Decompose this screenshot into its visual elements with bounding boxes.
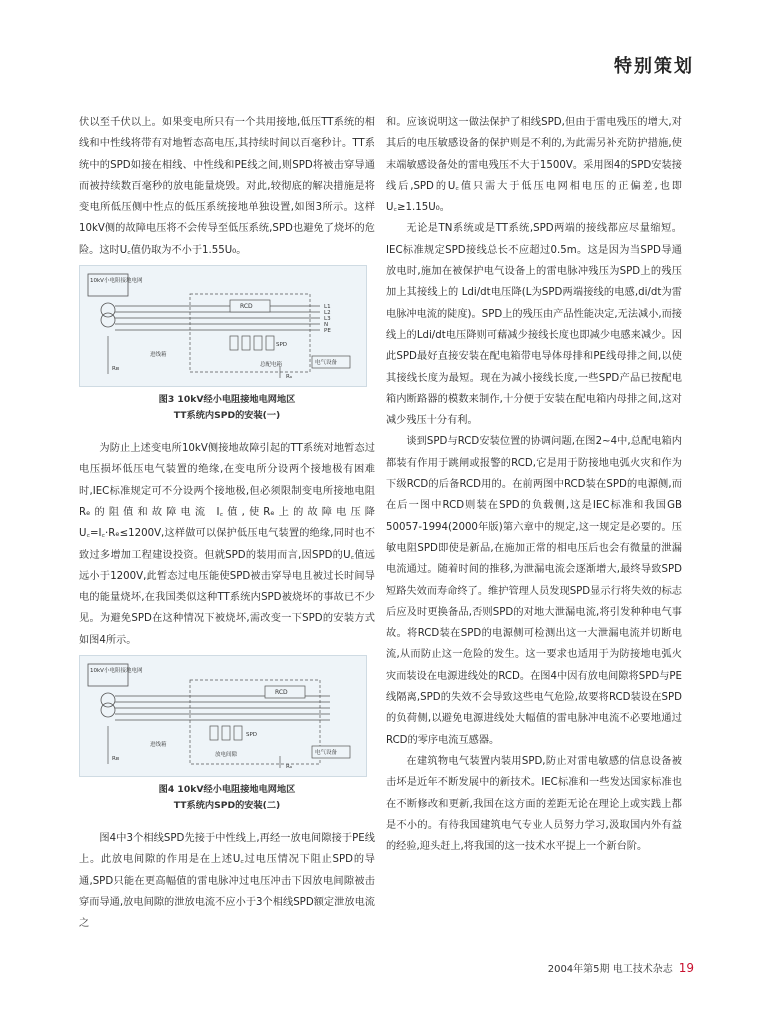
svg-text:进线箱: 进线箱 — [150, 352, 167, 359]
svg-text:Rₐ: Rₐ — [286, 764, 292, 771]
fig3-spd-label: SPD — [276, 342, 288, 349]
svg-text:进线箱: 进线箱 — [150, 742, 167, 749]
paragraph: 无论是TN系统或是TT系统,SPD两端的接线都应尽量缩短。IEC标准规定SPD接线总长不应超过0.5m。这是因为当SPD导通放电时,施加在被保护电气设备上的雷电脉冲残压为SPD上的残压加上其接线上的 Ldi/dt电压降(L为SPD两端接线的电感,di/dt为雷电脉冲电流的陡度)。SPD上的残压由产品性能决定,无法减小,而接线上的Ldi/dt电压降则可藉减少接线长度也即减少电感来减少。因此SPD最好直接安装在配电箱带电导体母排和PE线母排之间,以使其接线长度为最短。现在为减小接线长度,一些SPD产品已按配电箱内断路器的模数来制作,十分便于安装在配电箱内母排之间,这对减少残压十分有利。 — [386, 223, 682, 427]
svg-text:电气设备: 电气设备 — [315, 750, 338, 757]
page-footer — [548, 960, 694, 975]
figure-3-caption: 图3 10kV经小电阻接地电网地区 TT系统内SPD的安装(一) — [158, 394, 296, 422]
figure-3-diagram — [80, 266, 366, 386]
svg-text:L2: L2 — [324, 310, 331, 317]
svg-text:放电间隙: 放电间隙 — [215, 752, 238, 759]
figure-4 — [79, 655, 367, 777]
fig4-transformer-label: 10kV小电阻接地电网 — [90, 668, 143, 675]
page-number: 19 — [678, 961, 694, 975]
paragraph: 图4中3个相线SPD先接于中性线上,再经一放电间隙接于PE线上。此放电间隙的作用是在上述U꜀过电压情况下阻止SPD的导通,SPD只能在更高幅值的雷电脉冲过电压冲击下因放电间隙被击穿而导通,放电间隙的泄放电流不应小于3个相线SPD额定泄放电流之 — [79, 833, 375, 930]
svg-text:N: N — [324, 322, 329, 329]
fig4-spd-label: SPD — [246, 732, 258, 739]
journal-issue: 2004年第5期 电工技术杂志 — [547, 964, 673, 975]
paragraph: 在建筑物电气装置内装用SPD,防止对雷电敏感的信息设备被击坏是近年不断发展中的新技术。IEC标准和一些发达国家标准也在不断修改和更新,我国在这方面的差距无论在理论上或实践上都是不小的。有待我国建筑电气专业人员努力学习,汲取国内外有益的经验,迎头赶上,将我国的这一技术水平提上一个新台阶。 — [386, 755, 682, 853]
figure-3 — [79, 265, 367, 387]
section-title: 特别策划 — [614, 56, 694, 77]
paragraph: 谈到SPD与RCD安装位置的协调问题,在图2~4中,总配电箱内都装有作用于跳闸或报警的RCD,它是用于防接地电弧火灾和作为下级RCD的后备RCD用的。在前两图中RCD装在SPD的电源侧,而在后一图中RCD则装在SPD的负载侧,这是IEC标准和我国GB 50057-1994(2000年版)第六章中的规定,这一规定是必要的。压敏电阻SPD即使是新品,在施加正常的相电压后也会有微量的泄漏电流通过。随着时间的推移,为泄漏电流会逐渐增大,最终导致SPD短路失效而寿命终了。维护管理人员发现SPD显示行将失效的标志后应及时更换备品,否则SPD的对地大泄漏电流,将引发种种电气事故。将RCD装在SPD的电源侧可检测出这一大泄漏电流并切断电流,从而防止这一危险的发生。这一要求也适用于为防接地电弧火灾而装设在电源进线处的RCD。在图4中因有放电间隙将SPD与PE线隔离,SPD的失效不会导致这些电气危险,故要将RCD装设在SPD的负荷侧,以避免电源进线处大幅值的雷电脉冲电流不必要地通过RCD的零序电流互感器。 — [386, 436, 682, 746]
fig3-transformer-label: 10kV小电阻接地电网 — [90, 278, 143, 285]
svg-text:电气设备: 电气设备 — [315, 360, 338, 367]
svg-text:总配电箱: 总配电箱 — [260, 362, 283, 369]
paragraph: 和。应该说明这一做法保护了相线SPD,但由于雷电残压的增大,对其后的电压敏感设备的保护则是不利的,为此需另补充防护措施,使末端敏感设备处的雷电残压不大于1500V。采用图4的SPD安装接线后,SPD的U꜀值只需大于低压电网相电压的正偏差,也即U꜀≥1.15U₀。 — [386, 117, 682, 214]
svg-text:L1: L1 — [324, 304, 331, 311]
fig3-rcd-label: RCD — [240, 303, 253, 311]
paragraph: 为防止上述变电所10kV侧接地故障引起的TT系统对地暂态过电压损坏低压电气装置的绝缘,在变电所分设两个接地极有困难时,IEC标准规定可不分设两个接地极,但必须限制变电所接地电阻Rₑ的阻值和故障电流 I꜀值,使Rₑ上的故障电压降 U꜀=I꜀·Rₑ≤1200V,这样做可以保护低压电气装置的绝缘,同时也不致过多增加工程建设投资。但就SPD的装用而言,因SPD的U꜀值远远小于1200V,此暂态过电压能使SPD被击穿导电且被过长时间导电的能量烧坏,在我国类似这种TT系统内SPD被烧坏的事故已不少见。为避免SPD在这种情况下被烧坏,需改变一下SPD的安装方式如图4所示。 — [79, 443, 375, 646]
right-column — [386, 112, 682, 857]
svg-text:L3: L3 — [324, 316, 331, 323]
figure-4-diagram — [80, 656, 366, 776]
svg-text:Rₐ: Rₐ — [286, 374, 292, 381]
fig4-rcd-label: RCD — [275, 689, 288, 697]
svg-text:PE: PE — [324, 328, 331, 335]
svg-text:Rʙ: Rʙ — [112, 756, 120, 763]
left-column — [79, 112, 375, 935]
paragraph: 伏以至千伏以上。如果变电所只有一个共用接地,低压TT系统的相线和中性线将带有对地暂态高电压,其持续时间以百毫秒计。TT系统中的SPD如接在相线、中性线和PE线之间,则SPD将被击穿导通而被持续数百毫秒的放电能量烧毁。对此,较彻底的解决措施是将变电所低压侧中性点的低压系统接地单独设置,如图3所示。这样10kV侧的故障电压将不会传导至低压系统,SPD也避免了烧坏的危险。这时U꜀值仍取为不小于1.55U₀。 — [79, 117, 375, 256]
svg-text:Rʙ: Rʙ — [112, 366, 120, 373]
figure-4-caption: 图4 10kV经小电阻接地电网地区 TT系统内SPD的安装(二) — [158, 784, 296, 812]
